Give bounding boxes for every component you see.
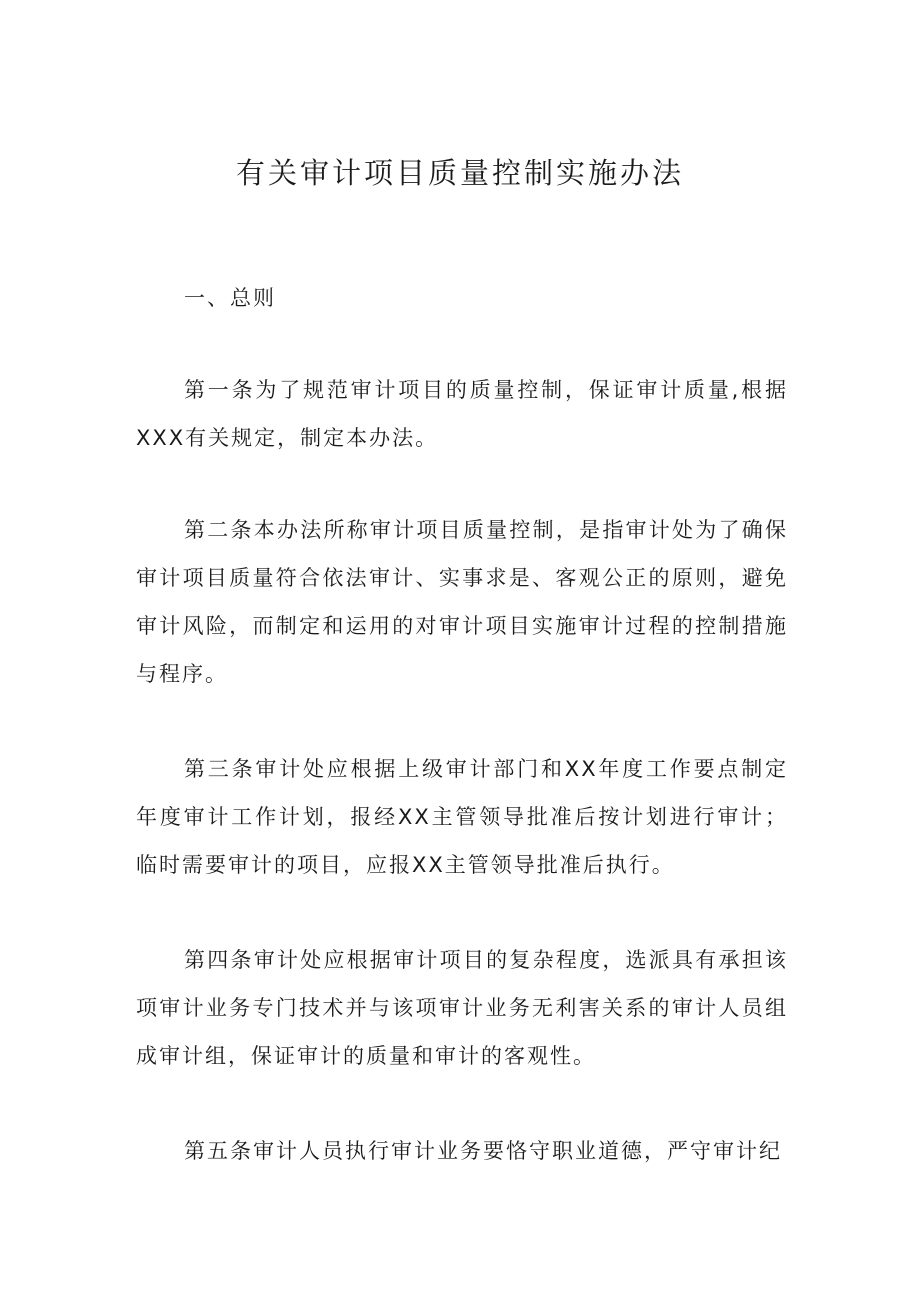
section-heading: 一、总则 bbox=[184, 286, 276, 310]
article-2: 第二条本办法所称审计项目质量控制，是指审计处为了确保审计项目质量符合依法审计、实事求是、客观公正的原则，避免审计风险，而制定和运用的对审计项目实施审计过程的控制措施与程序。 bbox=[136, 518, 788, 686]
article-5: 第五条审计人员执行审计业务要恪守职业道德，严守审计纪 bbox=[184, 1139, 782, 1163]
article-1: 第一条为了规范审计项目的质量控制，保证审计质量,根据XXX有关规定，制定本办法。 bbox=[136, 378, 788, 450]
article-3: 第三条审计处应根据上级审计部门和XX年度工作要点制定年度审计工作计划，报经XX主管领导批准后按计划进行审计；临时需要审计的项目，应报XX主管领导批准后执行。 bbox=[136, 757, 788, 877]
article-4: 第四条审计处应根据审计项目的复杂程度，选派具有承担该项审计业务专门技术并与该项审计业务无利害关系的审计人员组成审计组，保证审计的质量和审计的客观性。 bbox=[136, 948, 788, 1068]
document-title: 有关审计项目质量控制实施办法 bbox=[235, 156, 684, 190]
